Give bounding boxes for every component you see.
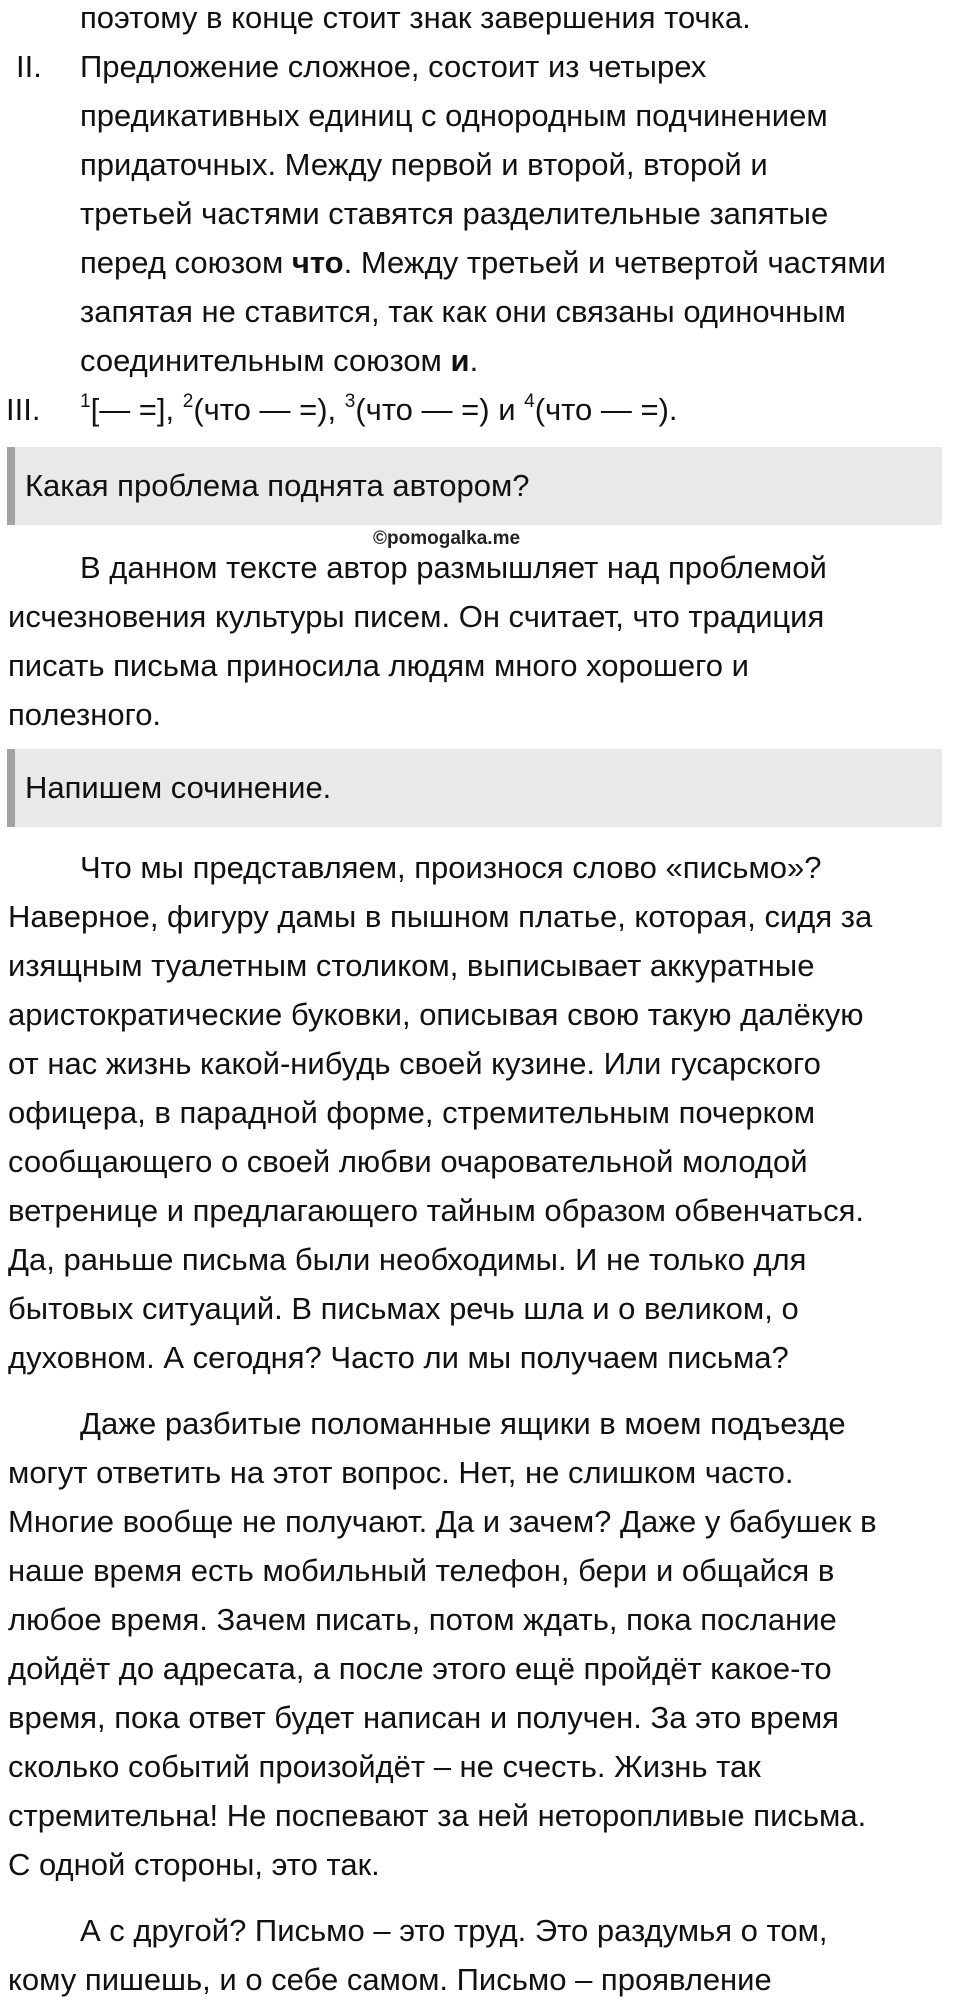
analysis-line: поэтому в конце стоит знак завершения точка. [80,0,751,35]
essay-line: Да, раньше письма были необходимы. И не только для [8,1242,807,1277]
analysis-line: придаточных. Между первой и второй, второй и [80,147,768,182]
scheme-part: [— =], [90,392,183,427]
analysis-line: третьей частями ставятся разделительные запятые [80,196,829,231]
scheme-index: 2 [182,390,194,412]
essay-line: бытовых ситуаций. В письмах речь шла и о великом, о [8,1291,799,1326]
essay-line: могут ответить на этот вопрос. Нет, не слишком часто. [8,1455,794,1490]
essay-line: время, пока ответ будет написан и получен. За это время [8,1700,839,1735]
scheme-part: (что — =), [193,392,345,427]
bold-conjunction: и [450,343,470,378]
essay-line: изящным туалетным столиком, выписывает аккуратные [8,948,815,983]
scheme-index: 3 [344,390,356,412]
problem-line: исчезновения культуры писем. Он считает, что традиция [8,599,825,634]
essay-line: Что мы представляем, произнося слово «письмо»? [80,850,822,885]
text-run: соединительным союзом [80,343,451,378]
bold-conjunction: что [291,245,344,280]
analysis-line: предикативных единиц с однородным подчинением [80,98,828,133]
scheme-part: (что — =). [534,392,678,427]
essay-line: духовном. А сегодня? Часто ли мы получаем письма? [8,1340,789,1375]
section-header-problem [7,447,942,525]
text-run: перед союзом [80,245,292,280]
scheme-index: 4 [524,390,535,412]
essay-line: сообщающего о своей любви очаровательной молодой [8,1144,808,1179]
essay-line: дойдёт до адресата, а после этого ещё пройдёт какое-то [8,1651,832,1686]
text-run: . [469,343,479,378]
essay-line: аристократические буковки, описывая свою такую далёкую [8,997,864,1032]
section-header-text: Какая проблема поднята автором? [25,468,530,503]
section-header-text: Напишем сочинение. [25,770,332,805]
scheme-part: (что — =) и [355,392,525,427]
problem-line: писать письма приносила людям много хорошего и [8,648,749,683]
essay-line: ветренице и предлагающего тайным образом обвенчаться. [8,1193,864,1228]
essay-line: Даже разбитые поломанные ящики в моем подъезде [80,1406,846,1441]
essay-line: Многие вообще не получают. Да и зачем? Даже у бабушек в [8,1504,877,1539]
section-header-essay [7,749,942,827]
essay-line: кому пишешь, и о себе самом. Письмо – проявление [8,1962,772,1997]
analysis-line [80,336,478,385]
text-run: . Между третьей и четвертой частями [343,245,886,280]
sentence-scheme [80,385,678,434]
analysis-line: запятая не ставится, так как они связаны одиночным [80,294,846,329]
essay-line: А с другой? Письмо – это труд. Это раздумья о том, [80,1913,828,1948]
essay-line: любое время. Зачем писать, потом ждать, пока послание [8,1602,837,1637]
watermark: ©pomogalka.me [373,528,521,549]
essay-line: стремительна! Не поспевают за ней неторопливые письма. [8,1798,867,1833]
problem-line: В данном тексте автор размышляет над проблемой [80,550,827,585]
analysis-line: Предложение сложное, состоит из четырех [80,49,707,84]
roman-numeral-2: II. [16,49,42,84]
problem-line: полезного. [8,697,162,732]
essay-line: Наверное, фигуру дамы в пышном платье, которая, сидя за [8,899,873,934]
essay-line: наше время есть мобильный телефон, бери и общайся в [8,1553,835,1588]
essay-line: С одной стороны, это так. [8,1847,380,1882]
essay-line: от нас жизнь какой-нибудь своей кузине. Или гусарского [8,1046,821,1081]
roman-numeral-3: III. [6,392,41,427]
scheme-index: 1 [80,390,91,412]
analysis-line [80,238,886,287]
essay-line: сколько событий произойдёт – не счесть. Жизнь так [8,1749,761,1784]
essay-line: офицера, в парадной форме, стремительным почерком [8,1095,816,1130]
